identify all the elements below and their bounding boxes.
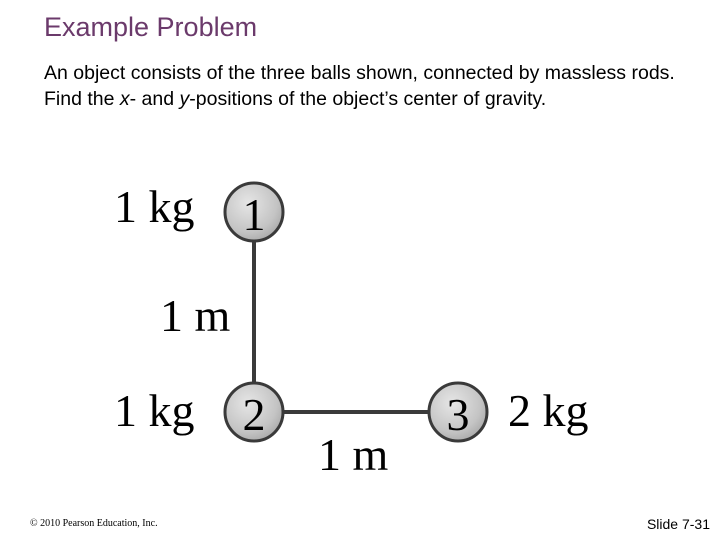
- vertical-rod-length-label: 1 m: [160, 290, 231, 341]
- problem-text-y: y: [179, 88, 190, 110]
- ball-3-mass-label: 2 kg: [508, 385, 589, 436]
- copyright-notice: © 2010 Pearson Education, Inc.: [30, 518, 158, 529]
- problem-text-part2: - and: [129, 88, 180, 110]
- ball-3-label: 3: [446, 389, 470, 440]
- problem-text-x: x: [119, 88, 130, 110]
- horizontal-rod-length-label: 1 m: [318, 429, 389, 480]
- ball-3: [429, 383, 487, 441]
- ball-2: [225, 383, 283, 441]
- ball-2-mass-label: 1 kg: [114, 385, 195, 436]
- ball-2-label: 2: [242, 389, 266, 440]
- problem-text-part3: -positions of the object’s center of gravity.: [189, 88, 547, 110]
- ball-1-mass-label: 1 kg: [114, 181, 195, 232]
- ball-1-label: 1: [242, 189, 266, 240]
- problem-text-part1: An object consists of the three balls shown, connected by massless rods. Find the: [44, 62, 675, 110]
- slide-title: Example Problem: [44, 12, 258, 42]
- slide-number: Slide 7-31: [646, 516, 710, 532]
- ball-1: [225, 183, 283, 241]
